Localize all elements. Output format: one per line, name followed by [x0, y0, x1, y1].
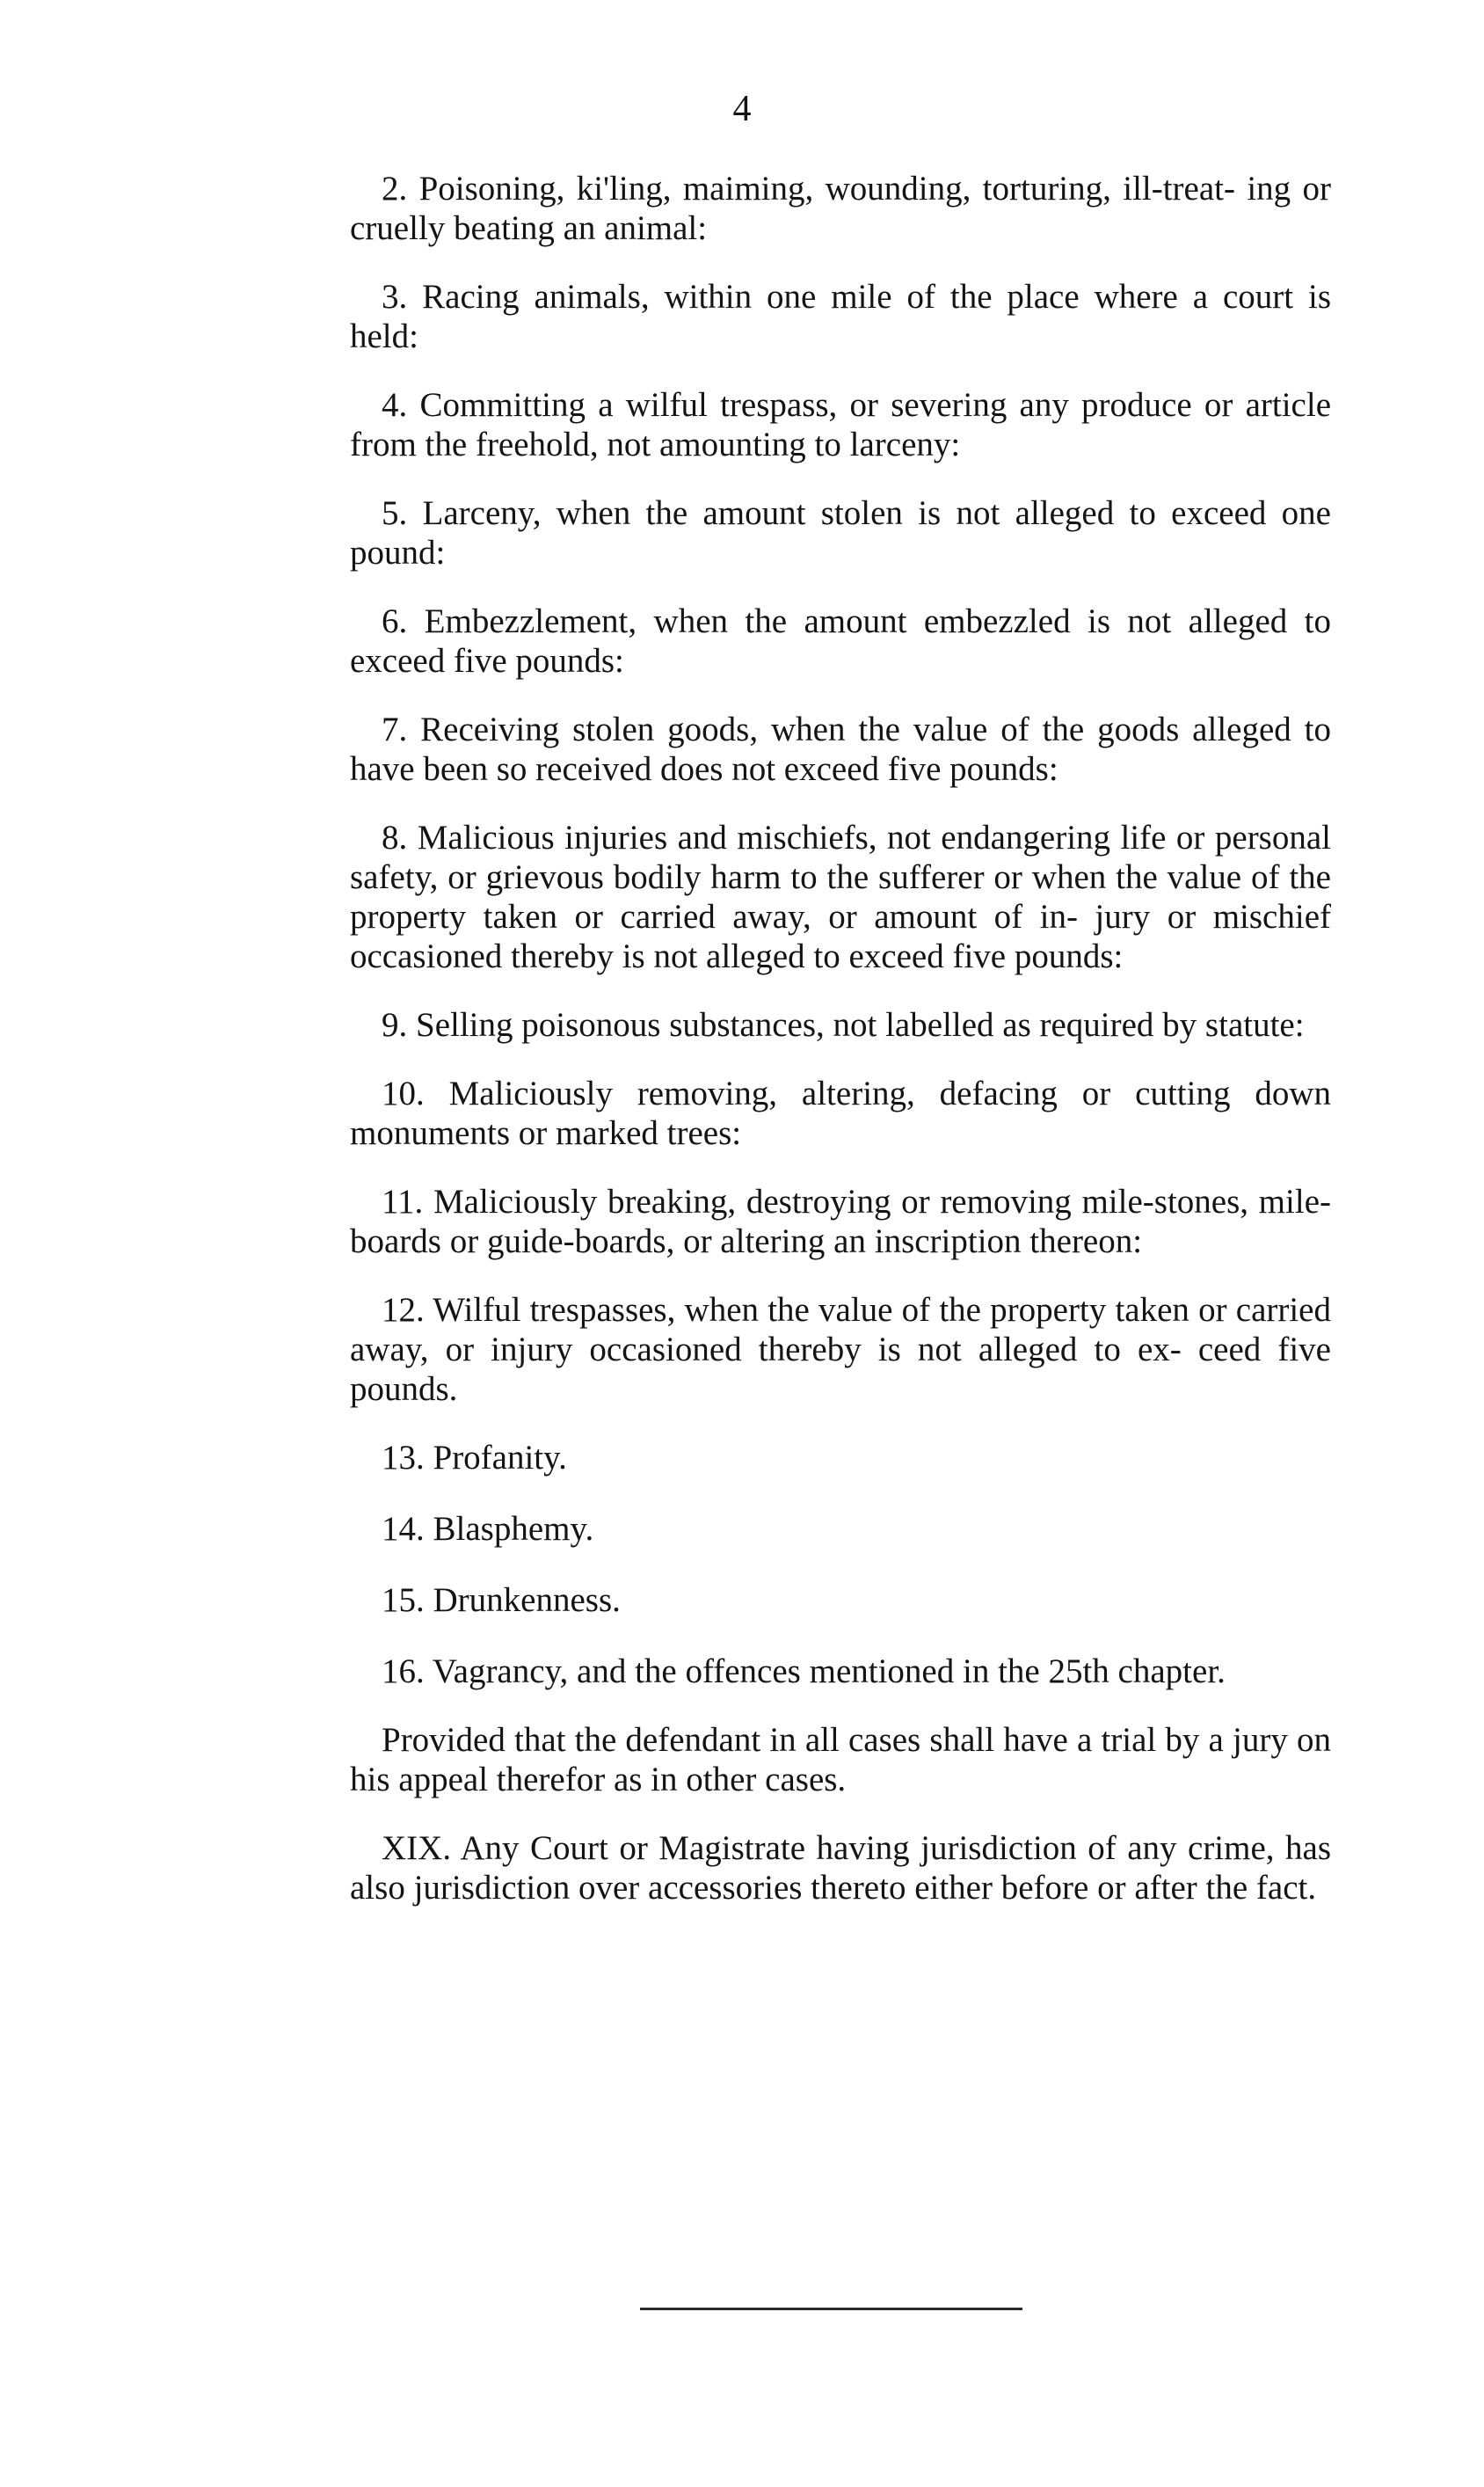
clause-9-poisonous-substances: 9. Selling poisonous substances, not labelled as required by statute: [382, 1006, 1305, 1044]
clause-5-larceny: 5. Larceny, when the amount stolen is not alleged to exceed one pound: [350, 494, 1331, 572]
proviso-jury-trial: Provided that the defendant in all cases shall have a trial by a jury on his appeal therefor as in other cases. [350, 1721, 1331, 1798]
clause-2-animal-cruelty: 2. Poisoning, ki'ling, maiming, wounding, torturing, ill-treat- ing or cruelly beating an animal: [350, 170, 1331, 247]
footer-divider [640, 2308, 1022, 2310]
clause-10-monuments: 10. Maliciously removing, altering, defacing or cutting down monuments or marked trees: [350, 1075, 1331, 1152]
clause-16-vagrancy: 16. Vagrancy, and the offences mentioned in the 25th chapter. [382, 1652, 1226, 1690]
clause-14-blasphemy: 14. Blasphemy. [382, 1510, 594, 1548]
clause-3-racing-animals: 3. Racing animals, within one mile of the place where a court is held: [350, 278, 1331, 355]
clause-6-embezzlement: 6. Embezzlement, when the amount embezzled is not alleged to exceed five pounds: [350, 602, 1331, 680]
clause-15-drunkenness: 15. Drunkenness. [382, 1581, 621, 1619]
clause-12-wilful-trespasses: 12. Wilful trespasses, when the value of the property taken or carried away, or injury occasioned thereby is not alleged to ex- ceed five pounds. [350, 1291, 1331, 1408]
page-body [350, 169, 1331, 1936]
clause-7-receiving-stolen-goods: 7. Receiving stolen goods, when the value of the goods alleged to have been so received does not exceed five pounds: [350, 711, 1331, 788]
clause-8-malicious-injuries: 8. Malicious injuries and mischiefs, not endangering life or personal safety, or grievous bodily harm to the sufferer or when the value of the property taken or carried away, or amount of in- jury or mischief occasioned thereby is not alleged to exceed five pounds: [350, 819, 1331, 975]
clause-13-profanity: 13. Profanity. [382, 1439, 567, 1477]
clause-4-wilful-trespass: 4. Committing a wilful trespass, or severing any produce or article from the freehold, not amounting to larceny: [350, 386, 1331, 463]
clause-11-mile-stones: 11. Maliciously breaking, destroying or removing mile-stones, mile-boards or guide-boards, or altering an inscription thereon: [350, 1183, 1331, 1260]
page-number: 4 [732, 89, 752, 129]
section-xix-accessories: XIX. Any Court or Magistrate having jurisdiction of any crime, has also jurisdiction over accessories thereto either before or after the fact. [350, 1829, 1331, 1907]
